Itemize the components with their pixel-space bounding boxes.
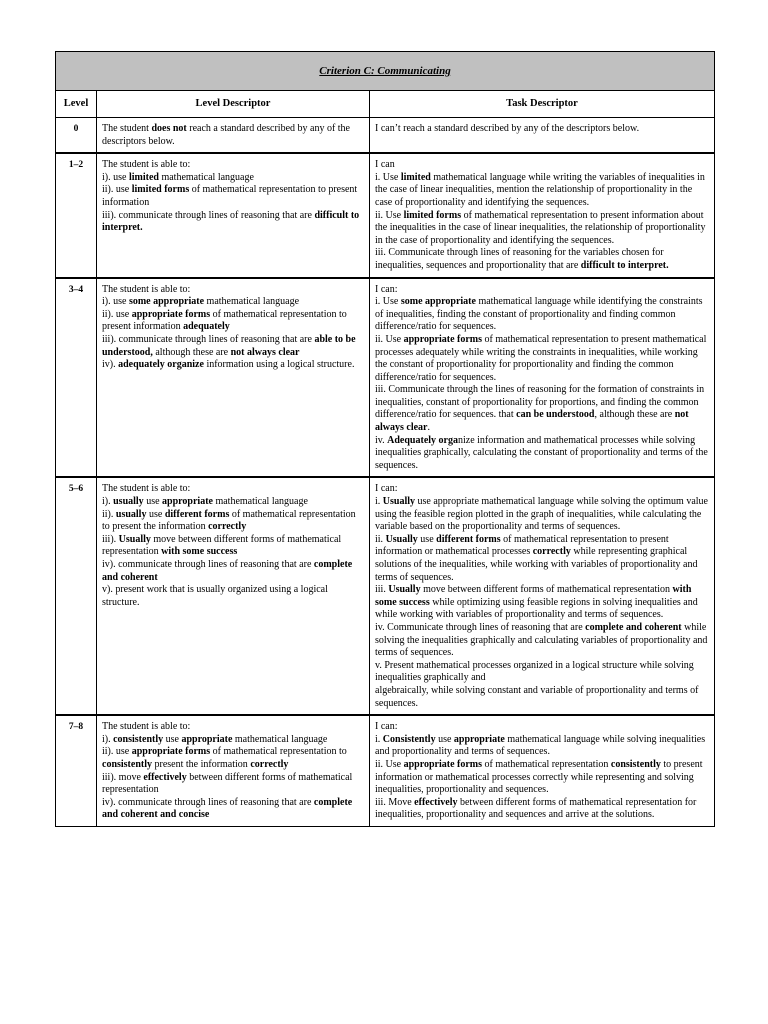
body-text: between different forms of mathematical representation [102, 771, 353, 796]
emphasis-text: adequately [183, 321, 230, 333]
body-text: mathematical language [232, 733, 328, 745]
level-cell: 1–2 [56, 153, 97, 277]
emphasis-text: limited forms [403, 209, 462, 221]
body-text: use appropriate mathematical language while solving the optimum value using the feasible region plotted in the graph of inequalities, while calculating the variable based on the proportionality and terms of sequences. [375, 496, 708, 533]
emphasis-text: different forms [436, 533, 501, 545]
body-text: I can [375, 159, 395, 171]
task-descriptor-cell [370, 153, 715, 277]
level-descriptor-line [102, 296, 364, 309]
body-text: iv. [375, 434, 388, 446]
level-descriptor-line [102, 284, 364, 297]
body-text: reach a standard described by any of the descriptors below. [102, 123, 350, 147]
body-text: mathematical language while identifying the constraints of inequalities, finding the constant of proportionality and finding common difference/ratio for sequences. [375, 296, 703, 333]
emphasis-text: Usually [388, 584, 421, 596]
table-row [56, 477, 715, 715]
body-text: i. Use [375, 171, 401, 183]
level-descriptor-line [102, 721, 364, 734]
task-descriptor-line [375, 584, 709, 622]
body-text: i. [375, 496, 383, 508]
body-text: of mathematical representation to present the information [102, 508, 356, 533]
body-text: iii). move [102, 771, 144, 783]
body-text: ii. Use [375, 758, 404, 770]
body-text: iii. Move [375, 796, 415, 808]
emphasis-text: some appropriate [400, 296, 476, 308]
level-cell: 3–4 [56, 278, 97, 478]
body-text: i). use [102, 296, 129, 308]
level-descriptor-cell [97, 477, 370, 715]
emphasis-text: appropriate forms [131, 308, 211, 320]
body-text: while representing graphical solutions of the inequalities, while working with variables of proportionality and terms of sequences. [375, 546, 698, 583]
emphasis-text: correctly [208, 521, 247, 533]
task-descriptor-line [375, 685, 709, 710]
body-text: use [417, 533, 437, 545]
body-text: of mathematical representation to present mathematical processes adequately while writing the constraints in inequalities, while working the constant of proportionality for proportionality and finding the common difference/ratio for sequences. [375, 333, 707, 383]
emphasis-text: adequately organize [118, 359, 204, 371]
emphasis-text: not always clear [375, 409, 689, 434]
body-text: although these are [152, 346, 231, 358]
body-text: use [146, 508, 165, 520]
rubric-table [55, 51, 715, 827]
body-text: ii). use [102, 308, 132, 320]
level-cell: 0 [56, 118, 97, 154]
level-descriptor-line [102, 483, 364, 496]
body-text: use [435, 733, 454, 745]
body-text: of mathematical representation to present information or mathematical processes [375, 533, 669, 558]
body-text: between different forms of mathematical representation for inequalities, proportionality and sequences and arrive at the solutions. [375, 796, 697, 821]
body-text: iv). communicate through lines of reasoning that are [102, 559, 314, 570]
body-text: mathematical language while solving inequalities and proportionality and terms of sequences. [375, 733, 706, 758]
level-descriptor-line [102, 496, 364, 509]
body-text: nize information and mathematical processes while solving inequalities graphically, calculating the constant of proportionality and terms of the sequences. [375, 434, 708, 471]
body-text: i). [102, 733, 114, 745]
criterion-title-text: Criterion C: Communicating [319, 64, 451, 77]
body-text: ii. Use [375, 209, 404, 221]
body-text: The student [102, 123, 152, 134]
emphasis-text: appropriate forms [403, 333, 483, 345]
level-descriptor-line [102, 159, 364, 172]
table-row [56, 278, 715, 478]
body-text: v. Present mathematical processes organized in a logical structure while solving inequalities graphically and [375, 659, 694, 684]
emphasis-text: different forms [164, 508, 230, 520]
level-descriptor-line [102, 772, 364, 797]
task-descriptor-line [375, 123, 709, 136]
body-text: mathematical language while writing the variables of inequalities in the case of linear inequalities, mention the relationship of proportionality in the case of proportionality and identifying the sequences. [375, 171, 705, 208]
level-descriptor-line [102, 734, 364, 747]
body-text: I can: [375, 283, 398, 295]
body-text: The student is able to: [102, 283, 191, 295]
level-descriptor-line [102, 746, 364, 771]
level-descriptor-line [102, 359, 364, 372]
body-text: iii. [375, 584, 389, 596]
task-descriptor-cell [370, 715, 715, 826]
emphasis-text: with some success [375, 584, 692, 608]
emphasis-text: appropriate forms [131, 746, 211, 758]
body-text: algebraically, while solving constant and variable of proportionality and terms of sequences. [375, 684, 699, 709]
emphasis-text: appropriate [181, 733, 233, 745]
body-text: iv). communicate through lines of reasoning that are [102, 796, 314, 808]
emphasis-text: limited forms [131, 184, 190, 196]
task-descriptor-line [375, 797, 709, 822]
table-row [56, 118, 715, 154]
level-cell: 7–8 [56, 715, 97, 826]
body-text: i. [375, 733, 383, 745]
body-text: ii. Use [375, 333, 404, 345]
body-text: ii). use [102, 746, 132, 758]
emphasis-text: usually [113, 496, 144, 508]
task-descriptor-line [375, 721, 709, 734]
task-descriptor-line [375, 210, 709, 248]
body-text: I can: [375, 483, 398, 495]
emphasis-text: complete and coherent [102, 559, 353, 583]
level-cell: 5–6 [56, 477, 97, 715]
body-text: I can: [375, 721, 398, 733]
task-descriptor-cell [370, 477, 715, 715]
body-text: ii). use [102, 184, 132, 196]
task-descriptor-line [375, 660, 709, 685]
level-descriptor-line [102, 559, 364, 584]
body-text: iii). communicate through lines of reasoning that are [102, 209, 315, 221]
body-text: i. Use [375, 296, 401, 308]
level-descriptor-line [102, 509, 364, 534]
task-descriptor-line [375, 247, 709, 272]
level-descriptor-line [102, 172, 364, 185]
header-level: Level [56, 91, 97, 118]
body-text: . [427, 422, 430, 434]
emphasis-text: some appropriate [128, 296, 205, 308]
emphasis-text: usually [115, 508, 147, 520]
body-text: to present information or mathematical processes correctly while representing and solving inequalities, proportionality and sequences. [375, 758, 703, 796]
level-descriptor-line [102, 309, 364, 334]
level-descriptor-line [102, 210, 364, 235]
task-descriptor-line [375, 172, 709, 210]
emphasis-text: does not [151, 123, 187, 134]
task-descriptor-line [375, 534, 709, 584]
body-text: of mathematical representation to present information about the inequalities in the case of linear inequalities, the relationship of proportionality in the case of proportionality and identifying the sequences. [375, 209, 706, 246]
level-descriptor-cell [97, 278, 370, 478]
table-row [56, 153, 715, 277]
level-descriptor-line [102, 534, 364, 559]
emphasis-text: Consistently [382, 733, 436, 745]
emphasis-text: not always clear [230, 346, 300, 358]
body-text: i). [102, 496, 114, 508]
emphasis-text: Usually [382, 496, 416, 508]
emphasis-text: Usually [385, 533, 418, 545]
emphasis-text: difficult to interpret. [580, 259, 669, 271]
task-descriptor-line [375, 284, 709, 297]
emphasis-text: Usually [118, 533, 151, 545]
emphasis-text: consistently [113, 733, 164, 745]
emphasis-text: correctly [532, 546, 571, 558]
body-text: , although these are [594, 409, 675, 421]
body-text: of mathematical representation to present information [102, 184, 358, 208]
emphasis-text: appropriate [453, 733, 505, 745]
body-text: mathematical language [158, 171, 254, 183]
level-descriptor-line [102, 184, 364, 209]
emphasis-text: limited [400, 171, 431, 183]
task-descriptor-line [375, 435, 709, 473]
body-text: The student is able to: [102, 483, 191, 495]
body-text: of mathematical representation to present information [102, 308, 347, 333]
header-task-descriptor: Task Descriptor [370, 91, 715, 118]
body-text: The student is able to: [102, 159, 191, 171]
body-text: information using a logical structure. [203, 359, 355, 371]
emphasis-text: complete and coherent and concise [102, 796, 353, 821]
emphasis-text: able to be understood, [102, 333, 356, 358]
task-descriptor-line [375, 384, 709, 434]
level-descriptor-line [102, 334, 364, 359]
body-text: iii). [102, 533, 119, 545]
task-descriptor-line [375, 734, 709, 759]
task-descriptor-line [375, 759, 709, 797]
header-level-descriptor: Level Descriptor [97, 91, 370, 118]
emphasis-text: effectively [143, 771, 187, 783]
emphasis-text: consistently [610, 758, 661, 770]
body-text: iv). [102, 359, 119, 371]
table-row [56, 715, 715, 826]
level-descriptor-line [102, 123, 364, 148]
emphasis-text: effectively [414, 796, 458, 808]
emphasis-text: complete and coherent [585, 621, 682, 633]
task-descriptor-line [375, 496, 709, 534]
emphasis-text: can be understood [516, 409, 595, 421]
emphasis-text: appropriate [162, 496, 213, 508]
emphasis-text: limited [128, 171, 159, 183]
body-text: The student is able to: [102, 721, 191, 733]
level-descriptor-cell [97, 715, 370, 826]
level-descriptor-line [102, 797, 364, 822]
level-descriptor-line [102, 584, 364, 609]
body-text: iv. Communicate through lines of reasoning that are [375, 621, 586, 633]
body-text: iii. Communicate through the lines of reasoning for the formation of constraints in inequalities, constant of proportionality for proportions, and finding the common difference/ratio for sequences. that [375, 384, 705, 421]
body-text: v). present work that is usually organized using a logical structure. [102, 584, 328, 608]
level-descriptor-cell [97, 118, 370, 154]
emphasis-text: difficult to interpret. [102, 209, 360, 234]
body-text: mathematical language [212, 496, 308, 508]
emphasis-text: correctly [250, 758, 289, 770]
task-descriptor-line [375, 159, 709, 172]
task-descriptor-cell [370, 278, 715, 478]
body-text: ii). [102, 508, 116, 520]
body-text: iii). communicate through lines of reasoning that are [102, 333, 315, 345]
level-descriptor-cell [97, 153, 370, 277]
emphasis-text: appropriate forms [403, 758, 483, 770]
rubric-rows [56, 118, 715, 827]
body-text: while optimizing using feasible regions in solving inequalities and while working with variables of proportionality and terms of sequences. [375, 596, 698, 621]
body-text: move between different forms of mathematical representation [102, 533, 342, 558]
body-text: while solving the inequalities graphically and calculating variables of proportionality and terms of sequences. [375, 621, 708, 659]
task-descriptor-cell [370, 118, 715, 154]
criterion-title [56, 52, 715, 91]
body-text: move between different forms of mathematical representation [420, 584, 673, 596]
body-text: I can’t reach a standard described by any of the descriptors below. [375, 123, 640, 134]
body-text: use [163, 733, 182, 745]
body-text: mathematical language [204, 296, 300, 308]
emphasis-text: consistently [102, 758, 152, 770]
task-descriptor-line [375, 622, 709, 660]
body-text: present the information [152, 758, 251, 770]
task-descriptor-line [375, 483, 709, 496]
body-text: use [143, 496, 163, 508]
task-descriptor-line [375, 334, 709, 384]
body-text: ii. [375, 533, 386, 545]
emphasis-text: with some success [161, 546, 238, 558]
body-text: of mathematical representation [482, 758, 611, 770]
emphasis-text: Adequately orga [387, 434, 458, 446]
task-descriptor-line [375, 296, 709, 334]
body-text: of mathematical representation to [210, 746, 347, 758]
body-text: i). use [102, 171, 129, 183]
body-text: iii. Communicate through lines of reasoning for the variables chosen for inequalities, sequences and proportionality that are [375, 247, 664, 271]
